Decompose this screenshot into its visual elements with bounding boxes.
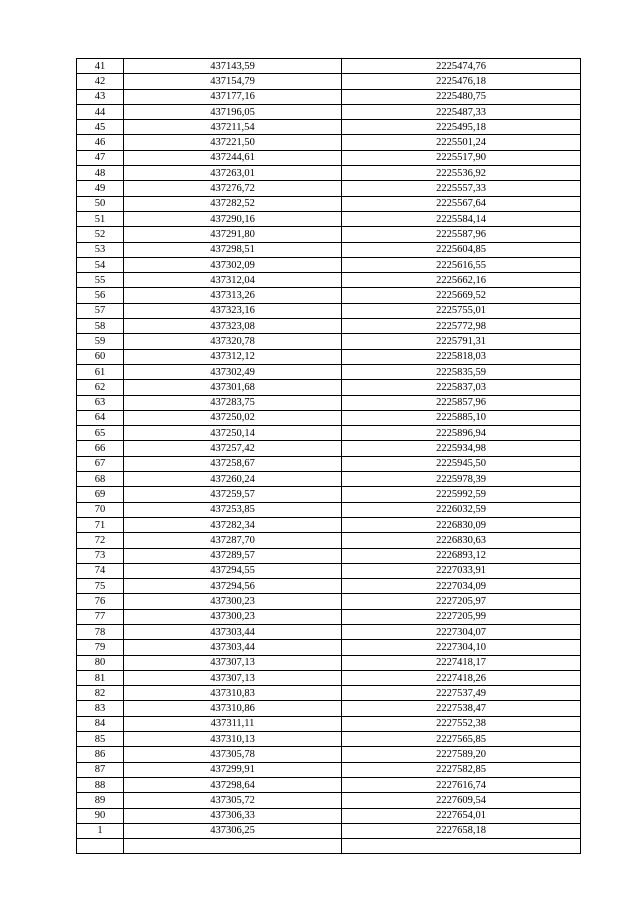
point-number-cell: 75 — [77, 579, 124, 594]
point-number-cell: 85 — [77, 732, 124, 747]
x-coordinate-cell: 437259,57 — [124, 487, 342, 502]
y-coordinate-cell: 2225536,92 — [342, 166, 581, 181]
x-coordinate-cell: 437313,26 — [124, 288, 342, 303]
table-row — [77, 89, 581, 104]
x-coordinate-cell: 437221,50 — [124, 135, 342, 150]
point-number-cell: 53 — [77, 242, 124, 257]
x-coordinate-cell: 437282,34 — [124, 517, 342, 532]
x-coordinate-cell: 437300,23 — [124, 594, 342, 609]
x-coordinate-cell: 437283,75 — [124, 395, 342, 410]
y-coordinate-cell: 2225945,50 — [342, 456, 581, 471]
table-row — [77, 303, 581, 318]
y-coordinate-cell: 2227205,99 — [342, 609, 581, 624]
x-coordinate-cell: 437312,04 — [124, 273, 342, 288]
table-row — [77, 579, 581, 594]
table-row — [77, 334, 581, 349]
x-coordinate-cell: 437306,25 — [124, 823, 342, 838]
y-coordinate-cell: 2225662,16 — [342, 273, 581, 288]
x-coordinate-cell: 437258,67 — [124, 456, 342, 471]
point-number-cell: 67 — [77, 456, 124, 471]
table-row — [77, 227, 581, 242]
x-coordinate-cell: 437276,72 — [124, 181, 342, 196]
y-coordinate-cell: 2225517,90 — [342, 150, 581, 165]
point-number-cell: 89 — [77, 793, 124, 808]
table-row — [77, 395, 581, 410]
x-coordinate-cell: 437298,64 — [124, 777, 342, 792]
point-number-cell: 69 — [77, 487, 124, 502]
point-number-cell: 83 — [77, 701, 124, 716]
point-number-cell: 68 — [77, 472, 124, 487]
y-coordinate-cell: 2225818,03 — [342, 349, 581, 364]
x-coordinate-cell: 437320,78 — [124, 334, 342, 349]
table-row — [77, 319, 581, 334]
y-coordinate-cell: 2227609,54 — [342, 793, 581, 808]
y-coordinate-cell: 2225476,18 — [342, 74, 581, 89]
table-row — [77, 487, 581, 502]
table-row — [77, 563, 581, 578]
x-coordinate-cell: 437250,02 — [124, 410, 342, 425]
y-coordinate-cell: 2225835,59 — [342, 364, 581, 379]
x-coordinate-cell: 437294,55 — [124, 563, 342, 578]
x-coordinate-cell: 437143,59 — [124, 59, 342, 74]
x-coordinate-cell: 437290,16 — [124, 211, 342, 226]
x-coordinate-cell: 437310,83 — [124, 686, 342, 701]
table-row — [77, 150, 581, 165]
point-number-cell: 70 — [77, 502, 124, 517]
y-coordinate-cell: 2227616,74 — [342, 777, 581, 792]
y-coordinate-cell: 2227034,09 — [342, 579, 581, 594]
y-coordinate-cell: 2225755,01 — [342, 303, 581, 318]
table-row — [77, 257, 581, 272]
y-coordinate-cell: 2227658,18 — [342, 823, 581, 838]
table-row — [77, 747, 581, 762]
x-coordinate-cell: 437177,16 — [124, 89, 342, 104]
y-coordinate-cell: 2225584,14 — [342, 211, 581, 226]
coordinates-table-body — [77, 59, 581, 854]
point-number-cell: 66 — [77, 441, 124, 456]
point-number-cell: 90 — [77, 808, 124, 823]
table-row — [77, 793, 581, 808]
point-number-cell: 41 — [77, 59, 124, 74]
table-row — [77, 701, 581, 716]
point-number-cell: 77 — [77, 609, 124, 624]
x-coordinate-cell: 437312,12 — [124, 349, 342, 364]
x-coordinate-cell: 437307,13 — [124, 655, 342, 670]
point-number-cell: 55 — [77, 273, 124, 288]
table-row — [77, 609, 581, 624]
point-number-cell: 52 — [77, 227, 124, 242]
point-number-cell: 63 — [77, 395, 124, 410]
y-coordinate-cell: 2225791,31 — [342, 334, 581, 349]
table-row — [77, 548, 581, 563]
point-number-cell: 87 — [77, 762, 124, 777]
y-coordinate-cell: 2227537,49 — [342, 686, 581, 701]
point-number-cell: 88 — [77, 777, 124, 792]
x-coordinate-cell: 437310,86 — [124, 701, 342, 716]
coordinates-table — [76, 58, 581, 854]
table-row — [77, 517, 581, 532]
table-row — [77, 135, 581, 150]
x-coordinate-cell: 437260,24 — [124, 472, 342, 487]
x-coordinate-cell: 437263,01 — [124, 166, 342, 181]
x-coordinate-cell: 437323,16 — [124, 303, 342, 318]
y-coordinate-cell: 2225857,96 — [342, 395, 581, 410]
y-coordinate-cell: 2227418,26 — [342, 670, 581, 685]
point-number-cell: 82 — [77, 686, 124, 701]
point-number-cell: 60 — [77, 349, 124, 364]
y-coordinate-cell: 2225992,59 — [342, 487, 581, 502]
y-coordinate-cell: 2225616,55 — [342, 257, 581, 272]
x-coordinate-cell: 437299,91 — [124, 762, 342, 777]
y-coordinate-cell: 2225474,76 — [342, 59, 581, 74]
y-coordinate-cell: 2225934,98 — [342, 441, 581, 456]
y-coordinate-cell: 2226830,09 — [342, 517, 581, 532]
y-coordinate-cell: 2225885,10 — [342, 410, 581, 425]
x-coordinate-cell: 437305,78 — [124, 747, 342, 762]
point-number-cell: 51 — [77, 211, 124, 226]
x-coordinate-cell: 437211,54 — [124, 120, 342, 135]
table-row — [77, 533, 581, 548]
table-row — [77, 686, 581, 701]
y-coordinate-cell: 2225495,18 — [342, 120, 581, 135]
point-number-cell: 44 — [77, 104, 124, 119]
y-coordinate-cell: 2226032,59 — [342, 502, 581, 517]
table-row — [77, 670, 581, 685]
table-row — [77, 441, 581, 456]
x-coordinate-cell: 437302,49 — [124, 364, 342, 379]
x-coordinate-cell: 437310,13 — [124, 732, 342, 747]
table-row — [77, 762, 581, 777]
point-number-cell: 46 — [77, 135, 124, 150]
x-coordinate-cell: 437305,72 — [124, 793, 342, 808]
x-coordinate-cell: 437257,42 — [124, 441, 342, 456]
point-number-cell: 81 — [77, 670, 124, 685]
x-coordinate-cell — [124, 839, 342, 854]
table-row — [77, 732, 581, 747]
y-coordinate-cell: 2227538,47 — [342, 701, 581, 716]
x-coordinate-cell: 437289,57 — [124, 548, 342, 563]
point-number-cell: 76 — [77, 594, 124, 609]
x-coordinate-cell: 437244,61 — [124, 150, 342, 165]
y-coordinate-cell: 2227582,85 — [342, 762, 581, 777]
table-row — [77, 181, 581, 196]
table-row — [77, 716, 581, 731]
table-row — [77, 808, 581, 823]
x-coordinate-cell: 437303,44 — [124, 624, 342, 639]
table-row — [77, 74, 581, 89]
point-number-cell: 42 — [77, 74, 124, 89]
table-row — [77, 242, 581, 257]
y-coordinate-cell: 2225978,39 — [342, 472, 581, 487]
y-coordinate-cell: 2225837,03 — [342, 380, 581, 395]
table-row — [77, 196, 581, 211]
x-coordinate-cell: 437302,09 — [124, 257, 342, 272]
point-number-cell: 74 — [77, 563, 124, 578]
table-row — [77, 624, 581, 639]
point-number-cell: 57 — [77, 303, 124, 318]
y-coordinate-cell: 2225772,98 — [342, 319, 581, 334]
point-number-cell: 54 — [77, 257, 124, 272]
table-row — [77, 410, 581, 425]
x-coordinate-cell: 437250,14 — [124, 426, 342, 441]
point-number-cell: 72 — [77, 533, 124, 548]
x-coordinate-cell: 437311,11 — [124, 716, 342, 731]
table-row — [77, 777, 581, 792]
y-coordinate-cell: 2227589,20 — [342, 747, 581, 762]
y-coordinate-cell: 2226893,12 — [342, 548, 581, 563]
y-coordinate-cell: 2225587,96 — [342, 227, 581, 242]
y-coordinate-cell: 2225487,33 — [342, 104, 581, 119]
table-row — [77, 104, 581, 119]
x-coordinate-cell: 437287,70 — [124, 533, 342, 548]
point-number-cell — [77, 839, 124, 854]
y-coordinate-cell: 2227304,10 — [342, 640, 581, 655]
x-coordinate-cell: 437300,23 — [124, 609, 342, 624]
point-number-cell: 50 — [77, 196, 124, 211]
y-coordinate-cell: 2225567,64 — [342, 196, 581, 211]
table-row — [77, 211, 581, 226]
y-coordinate-cell: 2225501,24 — [342, 135, 581, 150]
x-coordinate-cell: 437306,33 — [124, 808, 342, 823]
table-row — [77, 640, 581, 655]
point-number-cell: 79 — [77, 640, 124, 655]
x-coordinate-cell: 437282,52 — [124, 196, 342, 211]
x-coordinate-cell: 437298,51 — [124, 242, 342, 257]
point-number-cell: 62 — [77, 380, 124, 395]
x-coordinate-cell: 437291,80 — [124, 227, 342, 242]
table-row — [77, 59, 581, 74]
y-coordinate-cell: 2227033,91 — [342, 563, 581, 578]
y-coordinate-cell: 2226830,63 — [342, 533, 581, 548]
y-coordinate-cell: 2225896,94 — [342, 426, 581, 441]
table-row — [77, 380, 581, 395]
table-row — [77, 594, 581, 609]
point-number-cell: 86 — [77, 747, 124, 762]
point-number-cell: 78 — [77, 624, 124, 639]
point-number-cell: 48 — [77, 166, 124, 181]
y-coordinate-cell: 2227418,17 — [342, 655, 581, 670]
y-coordinate-cell: 2227304,07 — [342, 624, 581, 639]
table-row — [77, 655, 581, 670]
point-number-cell: 56 — [77, 288, 124, 303]
table-row — [77, 349, 581, 364]
point-number-cell: 45 — [77, 120, 124, 135]
table-row — [77, 364, 581, 379]
y-coordinate-cell: 2227565,85 — [342, 732, 581, 747]
point-number-cell: 71 — [77, 517, 124, 532]
y-coordinate-cell: 2227654,01 — [342, 808, 581, 823]
x-coordinate-cell: 437294,56 — [124, 579, 342, 594]
y-coordinate-cell: 2227205,97 — [342, 594, 581, 609]
table-row — [77, 456, 581, 471]
table-row — [77, 502, 581, 517]
point-number-cell: 59 — [77, 334, 124, 349]
point-number-cell: 49 — [77, 181, 124, 196]
point-number-cell: 73 — [77, 548, 124, 563]
y-coordinate-cell: 2225604,85 — [342, 242, 581, 257]
table-row — [77, 120, 581, 135]
point-number-cell: 43 — [77, 89, 124, 104]
y-coordinate-cell: 2225480,75 — [342, 89, 581, 104]
x-coordinate-cell: 437303,44 — [124, 640, 342, 655]
point-number-cell: 47 — [77, 150, 124, 165]
point-number-cell: 1 — [77, 823, 124, 838]
x-coordinate-cell: 437196,05 — [124, 104, 342, 119]
table-row — [77, 288, 581, 303]
y-coordinate-cell: 2225669,52 — [342, 288, 581, 303]
point-number-cell: 61 — [77, 364, 124, 379]
table-row — [77, 472, 581, 487]
x-coordinate-cell: 437301,68 — [124, 380, 342, 395]
x-coordinate-cell: 437323,08 — [124, 319, 342, 334]
point-number-cell: 80 — [77, 655, 124, 670]
y-coordinate-cell — [342, 839, 581, 854]
table-row — [77, 823, 581, 838]
table-row — [77, 839, 581, 854]
x-coordinate-cell: 437154,79 — [124, 74, 342, 89]
table-row — [77, 166, 581, 181]
table-row — [77, 273, 581, 288]
point-number-cell: 58 — [77, 319, 124, 334]
point-number-cell: 65 — [77, 426, 124, 441]
table-row — [77, 426, 581, 441]
y-coordinate-cell: 2225557,33 — [342, 181, 581, 196]
y-coordinate-cell: 2227552,38 — [342, 716, 581, 731]
x-coordinate-cell: 437307,13 — [124, 670, 342, 685]
point-number-cell: 84 — [77, 716, 124, 731]
x-coordinate-cell: 437253,85 — [124, 502, 342, 517]
point-number-cell: 64 — [77, 410, 124, 425]
